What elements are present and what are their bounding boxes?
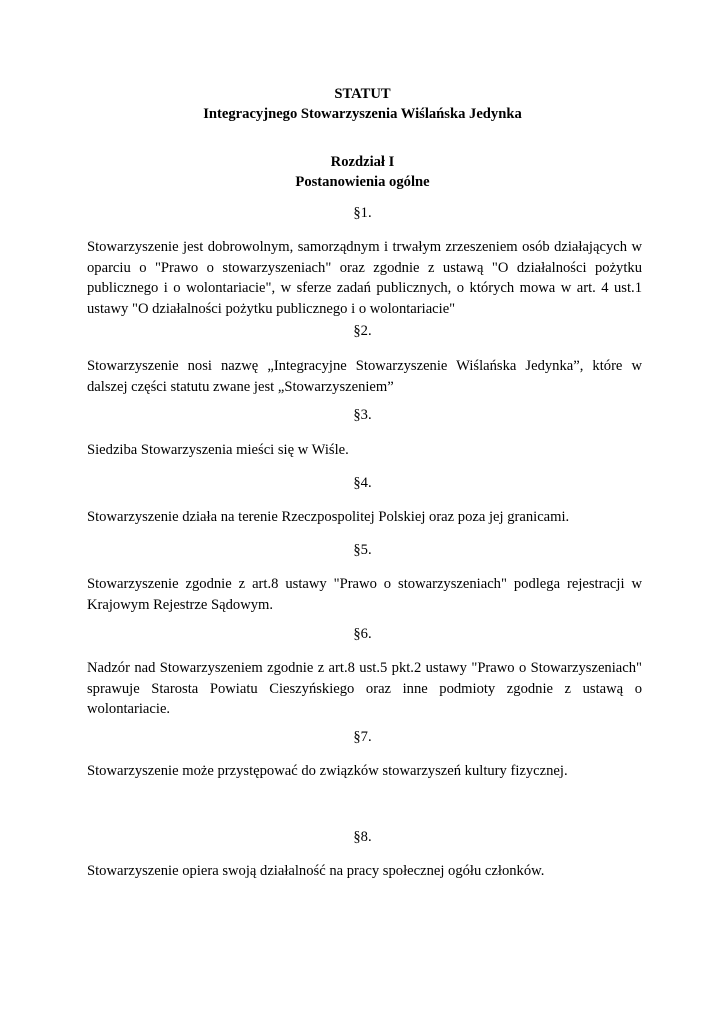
section-paragraph-7 <box>87 761 642 782</box>
document-subtitle: Integracyjnego Stowarzyszenia Wiślańska Jedynka <box>203 106 522 122</box>
paragraph-line: wolontariacie. <box>87 701 171 718</box>
section-mark-5: §5. <box>353 542 372 558</box>
section-paragraph-8 <box>87 861 642 882</box>
section-mark-8: §8. <box>353 829 372 845</box>
section-paragraph-3 <box>87 440 642 461</box>
paragraph-line: Krajowym Rejestrze Sądowym. <box>87 596 274 613</box>
section-mark-4: §4. <box>353 475 372 491</box>
paragraph-line: ustawy "O działalności pożytku publicznego i o wolontariacie" <box>87 301 456 318</box>
paragraph-line: Stowarzyszenie jest dobrowolnym, samorządnym i trwałym zrzeszeniem osób działających w <box>87 239 642 255</box>
section-paragraph-1 <box>87 237 642 320</box>
paragraph-line: Stowarzyszenie może przystępować do związków stowarzyszeń kultury fizycznej. <box>87 763 568 779</box>
paragraph-line: Stowarzyszenie opiera swoją działalność na pracy społecznej ogółu członków. <box>87 863 545 879</box>
section-paragraph-2 <box>87 356 642 397</box>
section-paragraph-5 <box>87 574 642 615</box>
section-mark-6: §6. <box>353 626 372 642</box>
section-mark-3: §3. <box>353 407 372 423</box>
section-paragraph-4 <box>87 507 642 528</box>
paragraph-line: oparciu o "Prawo o stowarzyszeniach" oraz zgodnie z ustawą "O działalności pożytku <box>87 259 642 276</box>
paragraph-line: Stowarzyszenie zgodnie z art.8 ustawy "Prawo o stowarzyszeniach" podlega rejestracji w <box>87 576 642 592</box>
paragraph-line: publicznego i o wolontariacie", w sferze zadań publicznych, o których mowa w art. 4 ust.1 <box>87 280 642 297</box>
section-mark-2: §2. <box>353 323 372 339</box>
paragraph-line: sprawuje Starosta Powiatu Cieszyńskiego oraz inne podmioty zgodnie z ustawą o <box>87 680 642 697</box>
section-mark-7: §7. <box>353 729 372 745</box>
paragraph-line: Nadzór nad Stowarzyszeniem zgodnie z art.8 ust.5 pkt.2 ustawy "Prawo o Stowarzyszeniach" <box>87 660 642 676</box>
paragraph-line: Siedziba Stowarzyszenia mieści się w Wiśle. <box>87 442 349 458</box>
paragraph-line: Stowarzyszenie działa na terenie Rzeczpospolitej Polskiej oraz poza jej granicami. <box>87 509 570 525</box>
paragraph-line: dalszej części statutu zwane jest „Stowarzyszeniem” <box>87 378 394 395</box>
chapter-heading: Rozdział I <box>330 154 395 170</box>
document-title: STATUT <box>334 86 391 102</box>
section-paragraph-6 <box>87 658 642 720</box>
section-mark-1: §1. <box>353 205 372 221</box>
paragraph-line: Stowarzyszenie nosi nazwę „Integracyjne Stowarzyszenie Wiślańska Jedynka”, które w <box>87 358 642 374</box>
chapter-title: Postanowienia ogólne <box>295 174 430 190</box>
